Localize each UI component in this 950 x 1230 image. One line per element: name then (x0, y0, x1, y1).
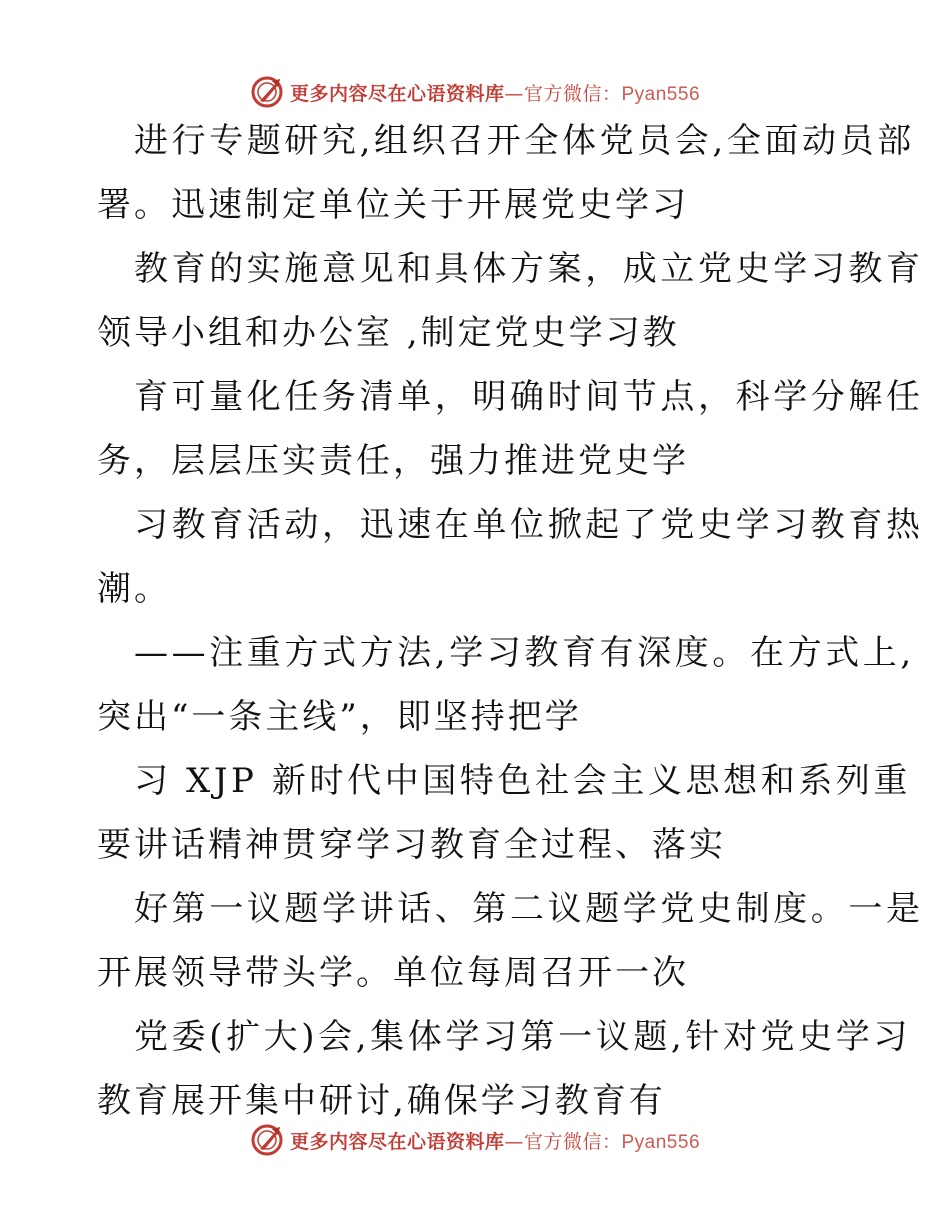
header-watermark (0, 72, 950, 112)
watermark-dash: — (504, 82, 524, 105)
paragraph-line: 领导小组和办公室 ,制定党史学习教 (97, 313, 680, 353)
watermark-wechat-label: 官方微信： (523, 82, 622, 105)
watermark-text (290, 79, 700, 106)
paragraph-line: 育可量化任务清单，明确时间节点，科学分解任 (134, 377, 924, 417)
watermark-brand: 更多内容尽在心语资料库 (289, 82, 505, 105)
paragraph-line: 教育的实施意见和具体方案，成立党史学习教育 (134, 249, 924, 289)
paragraph-line: 党委(扩大)会,集体学习第一议题,针对党史学习 (134, 1017, 911, 1057)
watermark-wechat-handle: Pyan556 (621, 83, 701, 105)
watermark-wechat-label: 官方微信： (523, 1130, 622, 1153)
watermark-wechat-handle: Pyan556 (621, 1131, 701, 1153)
paragraph-line: 习 XJP 新时代中国特色社会主义思想和系列重 (134, 761, 912, 801)
paragraph-line: 潮。 (97, 569, 171, 609)
paragraph-line: 好第一议题学讲话、第二议题学党史制度。一是 (134, 889, 924, 929)
quill-logo-icon (250, 75, 284, 109)
paragraph-line: 务，层层压实责任，强力推进党史学 (97, 441, 689, 481)
footer-watermark (0, 1120, 950, 1160)
paragraph-line: 开展领导带头学。单位每周召开一次 (97, 953, 689, 993)
paragraph-line: 习教育活动，迅速在单位掀起了党史学习教育热 (134, 505, 924, 545)
paragraph-line: 要讲话精神贯穿学习教育全过程、落实 (97, 825, 726, 865)
paragraph-line: 突出“一条主线”，即坚持把学 (97, 697, 582, 737)
paragraph-line: 署。迅速制定单位关于开展党史学习 (97, 185, 689, 225)
watermark-brand: 更多内容尽在心语资料库 (289, 1130, 505, 1153)
watermark-text (290, 1127, 700, 1154)
watermark-dash: — (504, 1130, 524, 1153)
paragraph-line: ——注重方式方法,学习教育有深度。在方式上, (134, 633, 915, 673)
paragraph-line: 教育展开集中研讨,确保学习教育有 (97, 1081, 666, 1121)
quill-logo-icon (250, 1123, 284, 1157)
paragraph-line: 进行专题研究,组织召开全体党员会,全面动员部 (134, 121, 915, 161)
document-body (97, 120, 924, 1144)
